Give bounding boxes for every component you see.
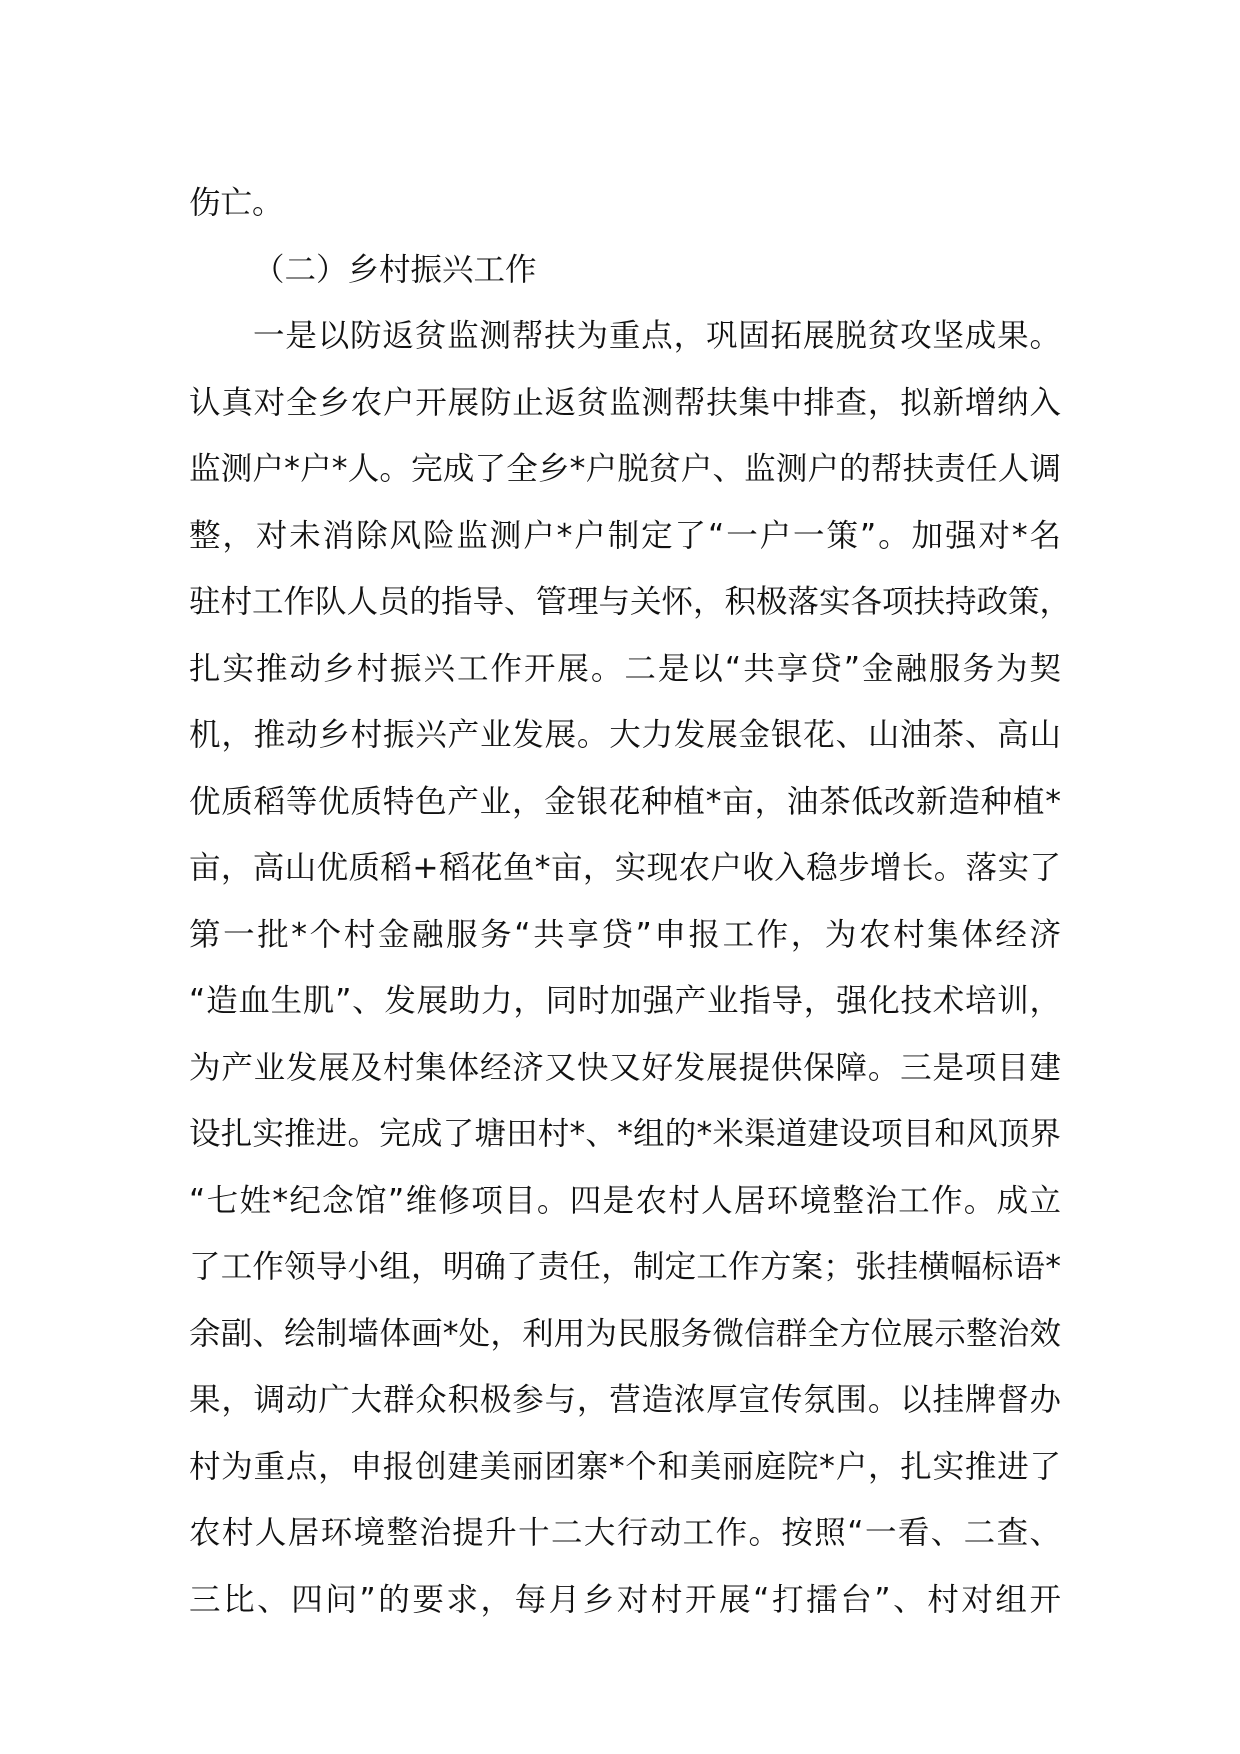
- text-line: 为产业发展及村集体经济又快又好发展提供保障。三是项目建: [189, 1049, 1061, 1086]
- text-line: 三比、四问”的要求，每月乡对村开展“打擂台”、村对组开: [189, 1581, 1061, 1618]
- text-line: 认真对全乡农户开展防止返贫监测帮扶集中排查，拟新增纳入: [189, 384, 1061, 421]
- text-line: “造血生肌”、发展助力，同时加强产业指导，强化技术培训，: [189, 983, 1061, 1019]
- text-line: 农村人居环境整治提升十二大行动工作。按照“一看、二查、: [189, 1515, 1061, 1551]
- text-line: 果，调动广大群众积极参与，营造浓厚宣传氛围。以挂牌督办: [189, 1382, 1061, 1418]
- text-line: 机，推动乡村振兴产业发展。大力发展金银花、山油茶、高山: [189, 717, 1061, 753]
- text-line: 余副、绘制墙体画*处，利用为民服务微信群全方位展示整治效: [189, 1315, 1061, 1352]
- text-line: 优质稻等优质特色产业，金银花种植*亩，油茶低改新造种植*: [189, 783, 1061, 820]
- text-line: 设扎实推进。完成了塘田村*、*组的*米渠道建设项目和风顶界: [189, 1116, 1061, 1152]
- text-line: 村为重点，申报创建美丽团寨*个和美丽庭院*户，扎实推进了: [189, 1448, 1061, 1485]
- body-text: [189, 170, 1072, 1633]
- text-line: 了工作领导小组，明确了责任，制定工作方案；张挂横幅标语*: [189, 1249, 1061, 1285]
- text-line: 监测户*户*人。完成了全乡*户脱贫户、监测户的帮扶责任人调: [189, 451, 1061, 487]
- text-line: “七姓*纪念馆”维修项目。四是农村人居环境整治工作。成立: [189, 1182, 1061, 1219]
- text-line: 第一批*个村金融服务“共享贷”申报工作，为农村集体经济: [189, 916, 1061, 953]
- paragraph-end-line: 伤亡。: [189, 185, 284, 221]
- text-line: 整，对未消除风险监测户*户制定了“一户一策”。加强对*名: [189, 517, 1061, 554]
- text-line: 扎实推动乡村振兴工作开展。二是以“共享贷”金融服务为契: [189, 650, 1061, 687]
- text-line: 驻村工作队人员的指导、管理与关怀，积极落实各项扶持政策，: [189, 584, 1072, 620]
- text-line: 亩，高山优质稻+稻花鱼*亩，实现农户收入稳步增长。落实了: [189, 850, 1061, 886]
- text-line: 一是以防返贫监测帮扶为重点，巩固拓展脱贫攻坚成果。: [253, 318, 1061, 354]
- section-heading: （二）乡村振兴工作: [253, 251, 537, 288]
